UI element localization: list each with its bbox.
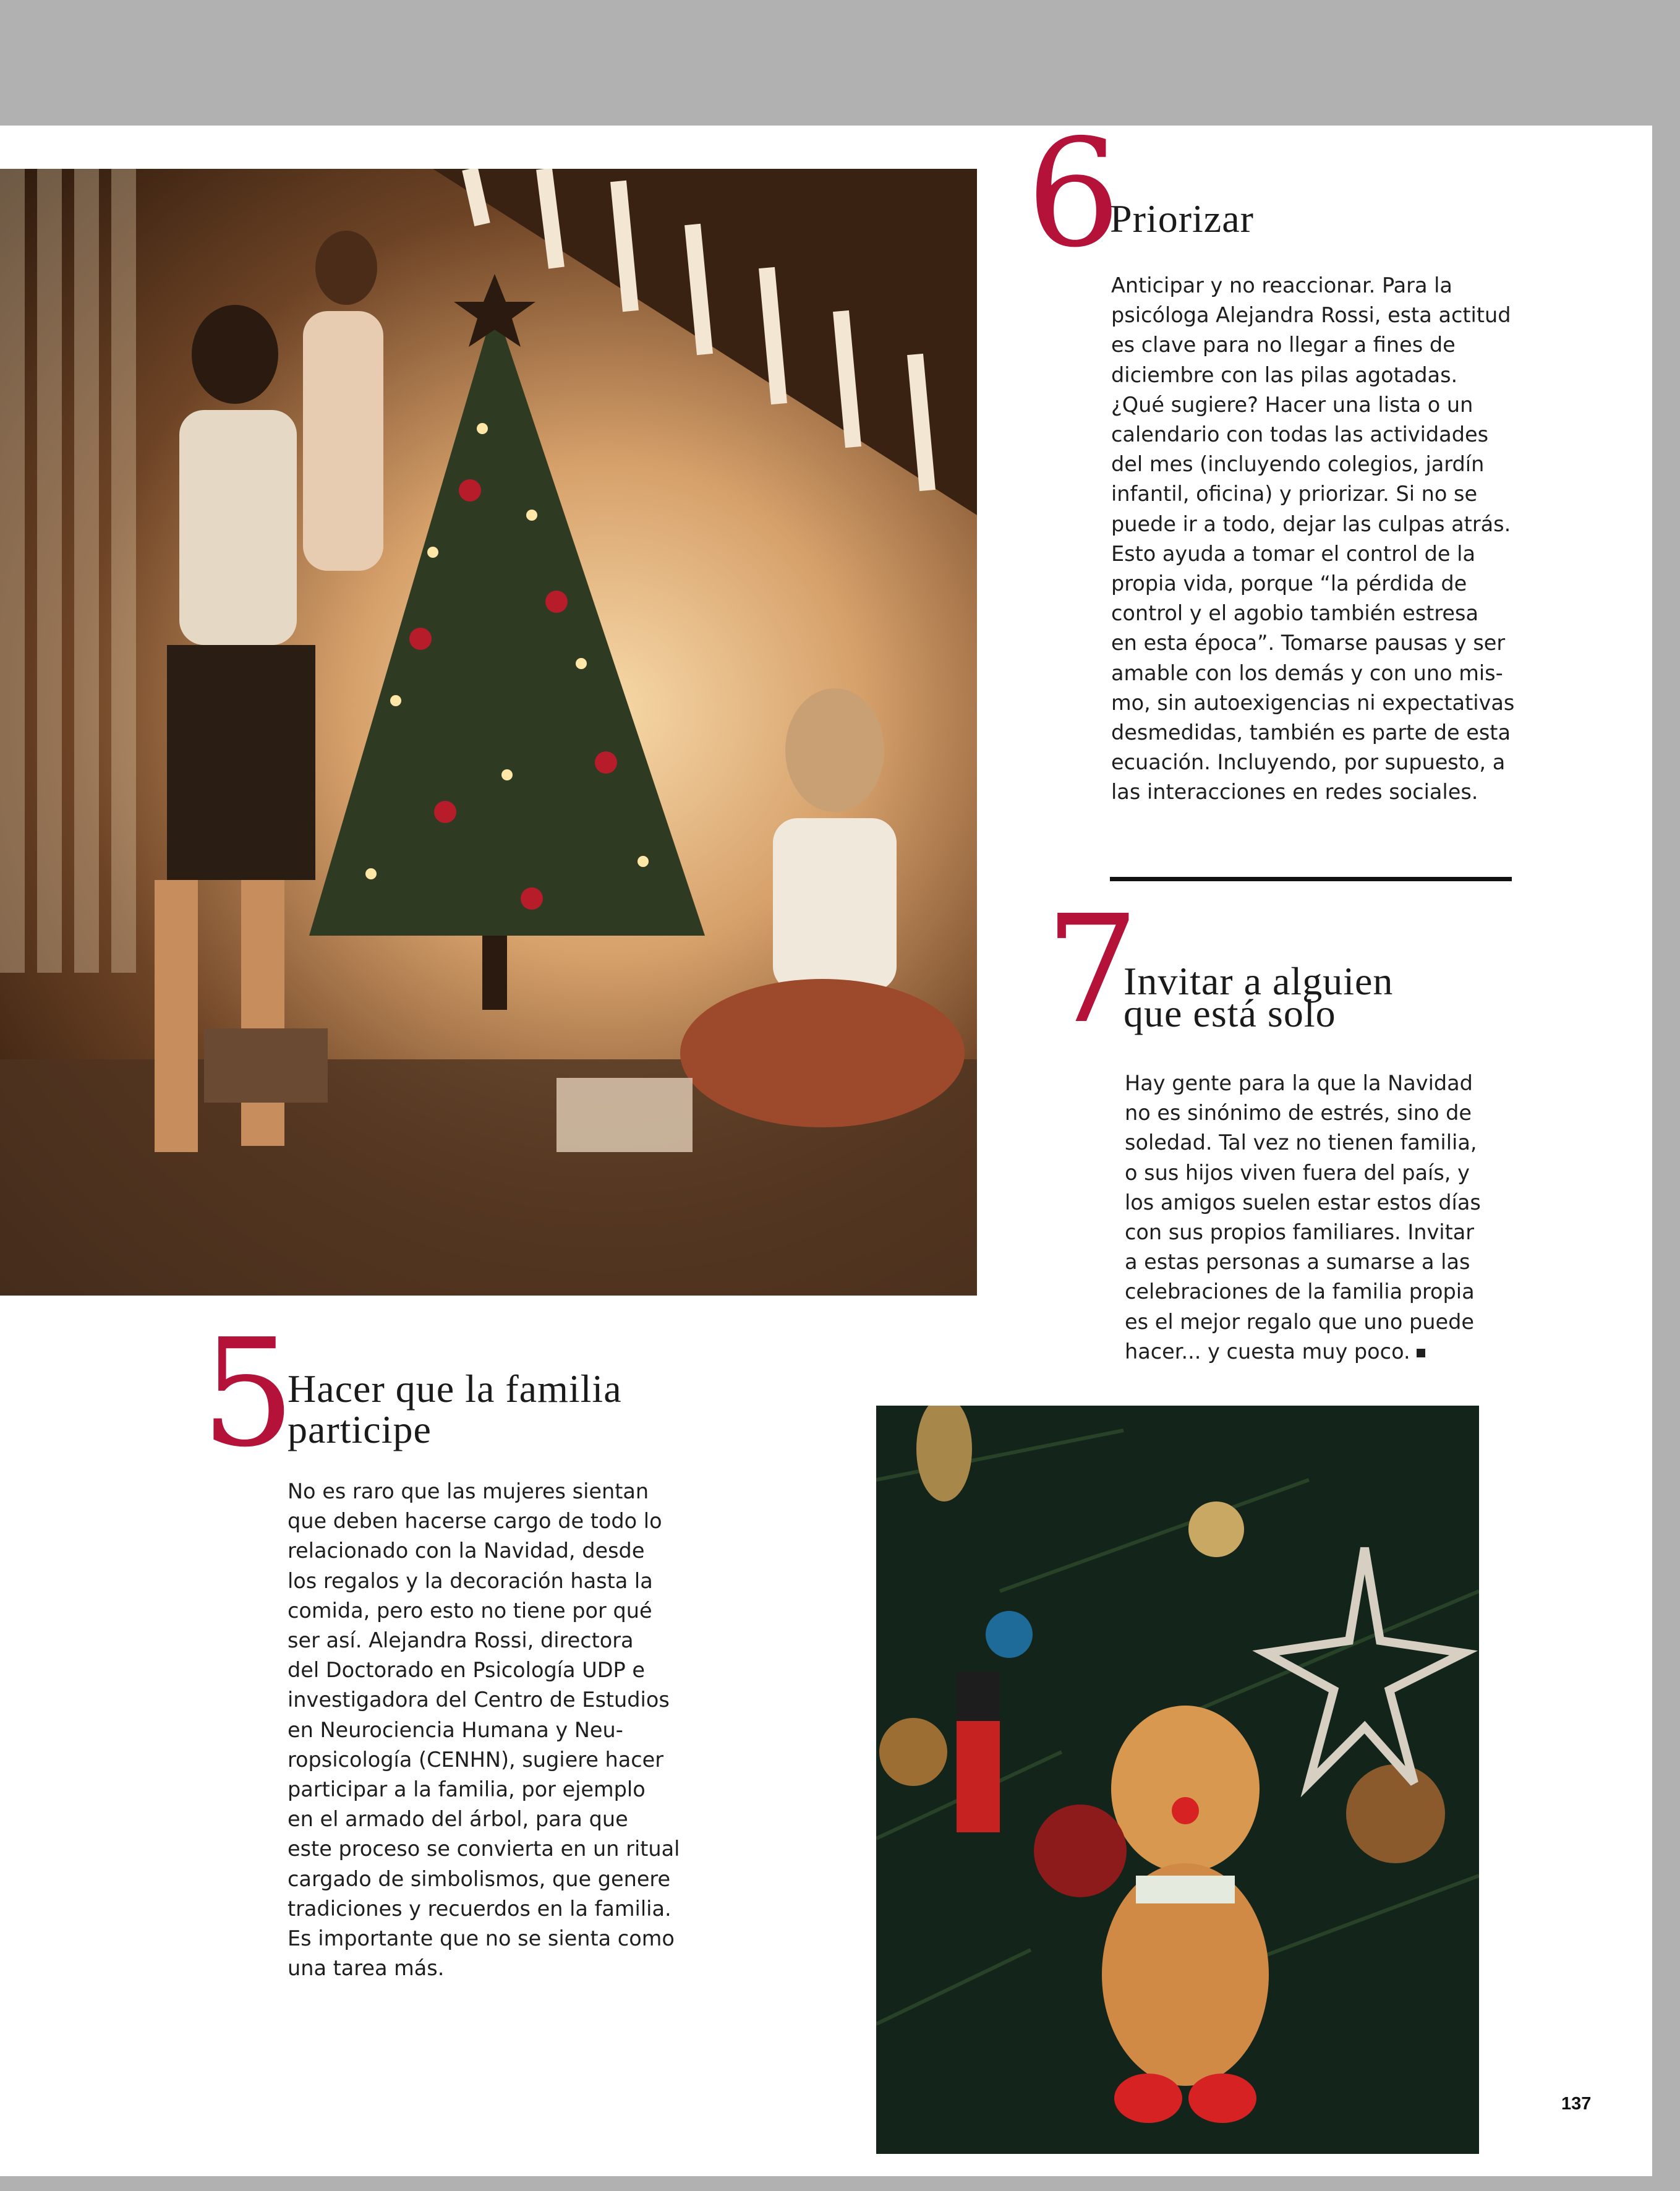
- section-6-number: 6: [1026, 126, 1121, 280]
- body-line: participar a la familia, por ejemplo: [288, 1777, 646, 1802]
- body-line: celebraciones de la familia propia: [1125, 1279, 1475, 1304]
- body-line: Hay gente para la que la Navidad: [1125, 1071, 1473, 1095]
- body-line: los amigos suelen estar estos días: [1125, 1190, 1481, 1215]
- section-5-heading: [288, 1369, 622, 1450]
- body-line: comida, pero esto no tiene por qué: [288, 1598, 652, 1623]
- body-line: No es raro que las mujeres sientan: [288, 1479, 649, 1503]
- body-line: propia vida, porque “la pérdida de: [1111, 571, 1467, 596]
- body-line: calendario con todas las actividades: [1111, 422, 1489, 447]
- body-line: mo, sin autoexigencias ni expectativas: [1111, 690, 1515, 715]
- family-tree-photo: [0, 169, 977, 1296]
- body-line: con sus propios familiares. Invitar: [1125, 1220, 1475, 1245]
- body-line: desmedidas, también es parte de esta: [1111, 720, 1511, 745]
- body-line: del mes (incluyendo colegios, jardín: [1111, 452, 1485, 477]
- body-line: cargado de simbolismos, que genere: [288, 1866, 671, 1891]
- body-line: infantil, oficina) y priorizar. Si no se: [1111, 482, 1478, 506]
- page-number: 137: [1561, 2094, 1592, 2114]
- body-line: los regalos y la decoración hasta la: [288, 1568, 653, 1593]
- body-line: este proceso se convierta en un ritual: [288, 1837, 680, 1861]
- section-divider: [1110, 877, 1512, 881]
- section-7-heading-line-2: que está solo: [1124, 991, 1336, 1035]
- body-line: a estas personas a sumarse a las: [1125, 1250, 1470, 1275]
- body-line: Es importante que no se sienta como: [288, 1926, 675, 1951]
- section-5-number: 5: [201, 1307, 296, 1480]
- body-line: en esta época”. Tomarse pausas y ser: [1111, 631, 1506, 656]
- end-mark-icon: [1417, 1349, 1425, 1357]
- body-line: no es sinónimo de estrés, sino de: [1125, 1101, 1472, 1125]
- section-7-number: 7: [1045, 883, 1140, 1056]
- family-tree-illustration: [0, 169, 977, 1296]
- section-6-heading: Priorizar: [1110, 197, 1254, 241]
- body-line: puede ir a todo, dejar las culpas atrás.: [1111, 511, 1511, 536]
- section-7-heading-line-1: Invitar a alguien: [1124, 959, 1394, 1003]
- body-line: una tarea más.: [288, 1956, 445, 1981]
- body-line: Anticipar y no reaccionar. Para la: [1111, 273, 1452, 297]
- body-line: es clave para no llegar a fines de: [1111, 333, 1456, 357]
- body-line: ropsicología (CENHN), sugiere hacer: [288, 1747, 664, 1772]
- section-5-body: [288, 1477, 720, 1983]
- body-line: ¿Qué sugiere? Hacer una lista o un: [1111, 392, 1473, 417]
- body-line: las interacciones en redes sociales.: [1111, 780, 1478, 805]
- magazine-page: [0, 126, 1652, 2176]
- body-line: o sus hijos viven fuera del país, y: [1125, 1160, 1470, 1185]
- body-line: hacer... y cuesta muy poco.: [1125, 1339, 1410, 1364]
- body-line: diciembre con las pilas agotadas.: [1111, 362, 1458, 387]
- body-line: relacionado con la Navidad, desde: [288, 1539, 645, 1563]
- ornaments-illustration: [876, 1406, 1479, 2154]
- body-line: que deben hacerse cargo de todo lo: [288, 1509, 662, 1534]
- body-line: psicóloga Alejandra Rossi, esta actitud: [1111, 303, 1511, 328]
- body-line: Esto ayuda a tomar el control de la: [1111, 541, 1476, 566]
- body-line: en el armado del árbol, para que: [288, 1807, 628, 1832]
- body-line: tradiciones y recuerdos en la familia.: [288, 1896, 672, 1921]
- body-line: es el mejor regalo que uno puede: [1125, 1309, 1474, 1334]
- body-line: investigadora del Centro de Estudios: [288, 1688, 670, 1712]
- section-7-body: [1125, 1069, 1570, 1367]
- body-line: amable con los demás y con uno mis-: [1111, 660, 1503, 685]
- section-7-heading: [1124, 959, 1394, 1035]
- body-line: soledad. Tal vez no tienen familia,: [1125, 1130, 1477, 1155]
- body-line: en Neurociencia Humana y Neu-: [288, 1717, 623, 1742]
- ornaments-photo: [876, 1406, 1479, 2154]
- body-line: control y el agobio también estresa: [1111, 601, 1479, 626]
- section-6-body: [1111, 271, 1581, 808]
- body-line: ser así. Alejandra Rossi, directora: [288, 1628, 634, 1653]
- body-line: ecuación. Incluyendo, por supuesto, a: [1111, 750, 1506, 775]
- section-5-heading-line-2: participe: [288, 1407, 432, 1451]
- body-line: del Doctorado en Psicología UDP e: [288, 1658, 645, 1683]
- section-5-heading-line-1: Hacer que la familia: [288, 1367, 622, 1411]
